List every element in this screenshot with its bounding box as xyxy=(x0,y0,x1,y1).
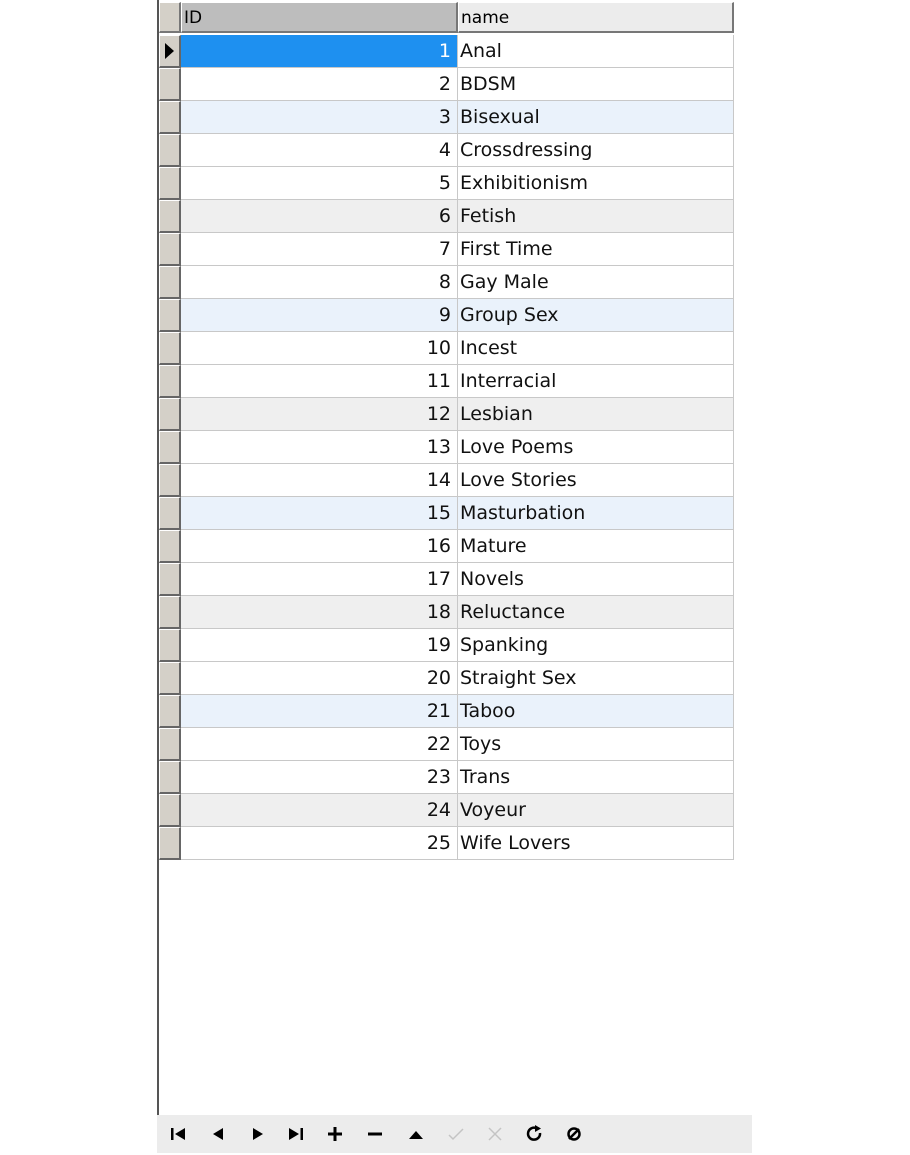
cell-id[interactable]: 12 xyxy=(181,398,458,431)
row-indicator[interactable] xyxy=(159,233,181,266)
cell-id[interactable]: 13 xyxy=(181,431,458,464)
edit-record-button[interactable] xyxy=(401,1121,431,1147)
cell-name[interactable]: Love Stories xyxy=(458,464,734,497)
table-row[interactable] xyxy=(159,134,734,167)
cell-name[interactable]: Straight Sex xyxy=(458,662,734,695)
cancel-edit-icon xyxy=(485,1124,505,1144)
cell-id[interactable]: 4 xyxy=(181,134,458,167)
cell-id[interactable]: 2 xyxy=(181,68,458,101)
cell-id[interactable]: 15 xyxy=(181,497,458,530)
prior-record-icon xyxy=(208,1124,228,1144)
table-row[interactable] xyxy=(159,431,734,464)
cell-name[interactable]: Mature xyxy=(458,530,734,563)
table-row[interactable] xyxy=(159,332,734,365)
table-row[interactable] xyxy=(159,629,734,662)
cell-id[interactable]: 6 xyxy=(181,200,458,233)
table-row[interactable] xyxy=(159,68,734,101)
cell-id[interactable]: 20 xyxy=(181,662,458,695)
cell-name[interactable]: Fetish xyxy=(458,200,734,233)
cell-id[interactable]: 10 xyxy=(181,332,458,365)
cell-id[interactable]: 5 xyxy=(181,167,458,200)
cell-name[interactable]: Interracial xyxy=(458,365,734,398)
table-row[interactable] xyxy=(159,167,734,200)
cell-id[interactable]: 21 xyxy=(181,695,458,728)
cell-name[interactable]: Toys xyxy=(458,728,734,761)
apply-filter-button[interactable] xyxy=(559,1121,589,1147)
insert-record-button[interactable] xyxy=(320,1121,350,1147)
cell-id[interactable]: 19 xyxy=(181,629,458,662)
row-indicator[interactable] xyxy=(159,167,181,200)
table-row[interactable] xyxy=(159,497,734,530)
row-indicator[interactable] xyxy=(159,431,181,464)
cell-id[interactable]: 23 xyxy=(181,761,458,794)
cell-name[interactable]: Crossdressing xyxy=(458,134,734,167)
cell-id[interactable]: 18 xyxy=(181,596,458,629)
row-indicator[interactable] xyxy=(159,629,181,662)
cell-name[interactable]: Bisexual xyxy=(458,101,734,134)
cell-name[interactable]: Love Poems xyxy=(458,431,734,464)
table-row[interactable] xyxy=(159,464,734,497)
column-header-id[interactable]: ID xyxy=(181,2,458,33)
table-row[interactable] xyxy=(159,563,734,596)
row-indicator[interactable] xyxy=(159,200,181,233)
apply-filter-icon xyxy=(564,1124,584,1144)
cell-id[interactable]: 11 xyxy=(181,365,458,398)
cell-name[interactable]: Voyeur xyxy=(458,794,734,827)
cell-id[interactable]: 22 xyxy=(181,728,458,761)
table-row[interactable] xyxy=(159,398,734,431)
last-record-icon xyxy=(286,1124,306,1144)
table-row[interactable] xyxy=(159,233,734,266)
cell-name[interactable]: First Time xyxy=(458,233,734,266)
row-indicator[interactable] xyxy=(159,101,181,134)
data-grid[interactable] xyxy=(157,0,752,1115)
cell-name[interactable]: Masturbation xyxy=(458,497,734,530)
cell-name[interactable]: Trans xyxy=(458,761,734,794)
row-indicator[interactable] xyxy=(159,794,181,827)
cell-id[interactable]: 17 xyxy=(181,563,458,596)
next-record-button[interactable] xyxy=(243,1121,273,1147)
table-row[interactable] xyxy=(159,530,734,563)
row-indicator[interactable] xyxy=(159,497,181,530)
row-indicator[interactable] xyxy=(159,563,181,596)
row-indicator[interactable] xyxy=(159,398,181,431)
cell-id[interactable]: 9 xyxy=(181,299,458,332)
record-navigator xyxy=(157,1115,752,1153)
cell-name[interactable]: Exhibitionism xyxy=(458,167,734,200)
insert-record-icon xyxy=(325,1124,345,1144)
table-row[interactable] xyxy=(159,35,734,68)
last-record-button[interactable] xyxy=(281,1121,311,1147)
row-indicator[interactable] xyxy=(159,266,181,299)
table-row[interactable] xyxy=(159,596,734,629)
cell-name[interactable]: Wife Lovers xyxy=(458,827,734,860)
table-row[interactable] xyxy=(159,266,734,299)
header-indicator-cell xyxy=(159,2,181,33)
cell-id[interactable]: 24 xyxy=(181,794,458,827)
post-edit-icon xyxy=(446,1124,466,1144)
cell-name[interactable]: Taboo xyxy=(458,695,734,728)
first-record-icon xyxy=(168,1124,188,1144)
cell-id[interactable]: 1 xyxy=(181,35,458,68)
table-row[interactable] xyxy=(159,728,734,761)
row-indicator[interactable] xyxy=(159,530,181,563)
cell-name[interactable]: Novels xyxy=(458,563,734,596)
row-indicator[interactable] xyxy=(159,332,181,365)
next-record-icon xyxy=(248,1124,268,1144)
cell-name[interactable]: Spanking xyxy=(458,629,734,662)
cell-name[interactable]: Reluctance xyxy=(458,596,734,629)
row-indicator[interactable] xyxy=(159,299,181,332)
table-row[interactable] xyxy=(159,794,734,827)
refresh-data-icon xyxy=(525,1124,545,1144)
row-indicator[interactable] xyxy=(159,728,181,761)
row-indicator[interactable] xyxy=(159,695,181,728)
row-indicator[interactable] xyxy=(159,68,181,101)
cell-id[interactable]: 7 xyxy=(181,233,458,266)
table-row[interactable] xyxy=(159,365,734,398)
cell-name[interactable]: Incest xyxy=(458,332,734,365)
cell-id[interactable]: 16 xyxy=(181,530,458,563)
cell-name[interactable]: Group Sex xyxy=(458,299,734,332)
grid-rows xyxy=(159,35,734,860)
cell-name[interactable]: Anal xyxy=(458,35,734,68)
table-row[interactable] xyxy=(159,695,734,728)
refresh-data-button[interactable] xyxy=(520,1121,550,1147)
row-indicator[interactable] xyxy=(159,464,181,497)
column-header-name[interactable]: name xyxy=(458,2,734,33)
row-indicator[interactable] xyxy=(159,134,181,167)
table-row[interactable] xyxy=(159,101,734,134)
cell-id[interactable]: 8 xyxy=(181,266,458,299)
first-record-button[interactable] xyxy=(163,1121,193,1147)
row-indicator[interactable] xyxy=(159,662,181,695)
row-indicator[interactable] xyxy=(159,365,181,398)
table-row[interactable] xyxy=(159,299,734,332)
post-edit-button[interactable] xyxy=(441,1121,471,1147)
row-indicator[interactable] xyxy=(159,761,181,794)
row-indicator[interactable] xyxy=(159,827,181,860)
table-row[interactable] xyxy=(159,662,734,695)
row-indicator[interactable] xyxy=(159,35,181,68)
cell-name[interactable]: Gay Male xyxy=(458,266,734,299)
prior-record-button[interactable] xyxy=(203,1121,233,1147)
cell-id[interactable]: 25 xyxy=(181,827,458,860)
delete-record-icon xyxy=(365,1124,385,1144)
row-indicator[interactable] xyxy=(159,596,181,629)
cell-name[interactable]: BDSM xyxy=(458,68,734,101)
cell-id[interactable]: 3 xyxy=(181,101,458,134)
edit-record-icon xyxy=(406,1124,426,1144)
cancel-edit-button[interactable] xyxy=(480,1121,510,1147)
delete-record-button[interactable] xyxy=(360,1121,390,1147)
table-row[interactable] xyxy=(159,827,734,860)
cell-id[interactable]: 14 xyxy=(181,464,458,497)
table-row[interactable] xyxy=(159,200,734,233)
current-row-arrow-icon xyxy=(165,43,174,59)
cell-name[interactable]: Lesbian xyxy=(458,398,734,431)
table-row[interactable] xyxy=(159,761,734,794)
